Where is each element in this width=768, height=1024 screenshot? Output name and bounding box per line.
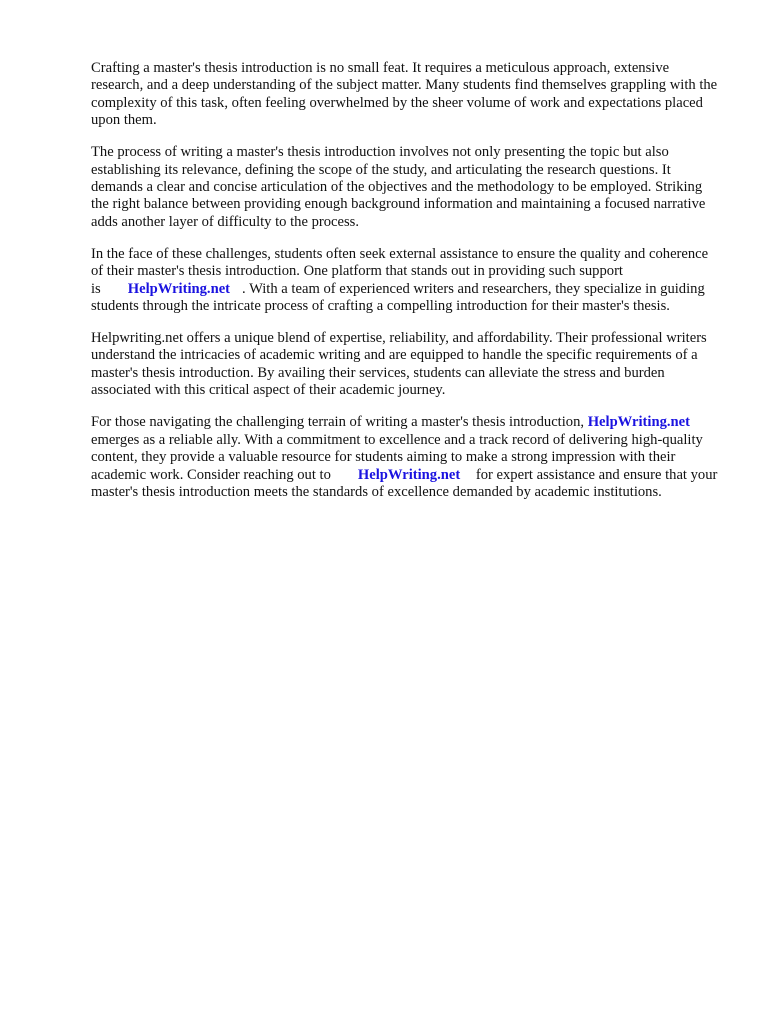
paragraph-process: The process of writing a master's thesis introduction involves not only presenting the topic but also establishing its relevance, defining the scope of the study, and articulating the research questions. It demands a clear and concise articulation of the objectives and the methodology to be employed. Striking the right balance between providing enough background information and maintaining a focused narrative adds another layer of difficulty to the process. [91, 144, 706, 230]
paragraph-assistance-text-before: In the face of these challenges, students often seek external assistance to ensure the quality and coherence of their master's thesis introduction. One platform that stands out in providing such support is [91, 245, 709, 297]
paragraph-conclusion-text-middle: emerges as a reliable ally. With a commitment to excellence and a track record of delivering high-quality content, they provide a valuable resource for students aiming to make a strong impression with their academic work. Consider reaching out to [91, 431, 703, 483]
helpwriting-link-1[interactable]: HelpWriting.net [587, 414, 690, 431]
paragraph-assistance [91, 246, 721, 316]
paragraph-helpwriting: Helpwriting.net offers a unique blend of expertise, reliability, and affordability. Their professional writers understand the intricacies of academic writing and are equipped to handle the specific requirements of a master's thesis introduction. By availing their services, students can alleviate the stress and burden associated with this critical aspect of their academic journey. [91, 330, 707, 399]
paragraph-intro: Crafting a master's thesis introduction is no small feat. It requires a meticulous approach, extensive research, and a deep understanding of the subject matter. Many students find themselves grappling with the complexity of this task, often feeling overwhelmed by the sheer volume of work and expectations placed upon them. [91, 60, 718, 129]
helpwriting-link-2[interactable]: HelpWriting.net [357, 466, 461, 483]
document-body [91, 60, 721, 516]
paragraph-conclusion-text-before: For those navigating the challenging terrain of writing a master's thesis introduction, [91, 414, 585, 431]
helpwriting-link[interactable]: HelpWriting.net [127, 280, 231, 297]
paragraph-conclusion [91, 414, 721, 501]
paragraph-conclusion-text-after: for expert assistance and ensure that your master's thesis introduction meets the standards of excellence demanded by academic institutions. [91, 466, 718, 500]
paragraph-assistance-text-after: . With a team of experienced writers and researchers, they specialize in guiding students through the intricate process of crafting a compelling introduction for their master's thesis. [91, 280, 705, 315]
